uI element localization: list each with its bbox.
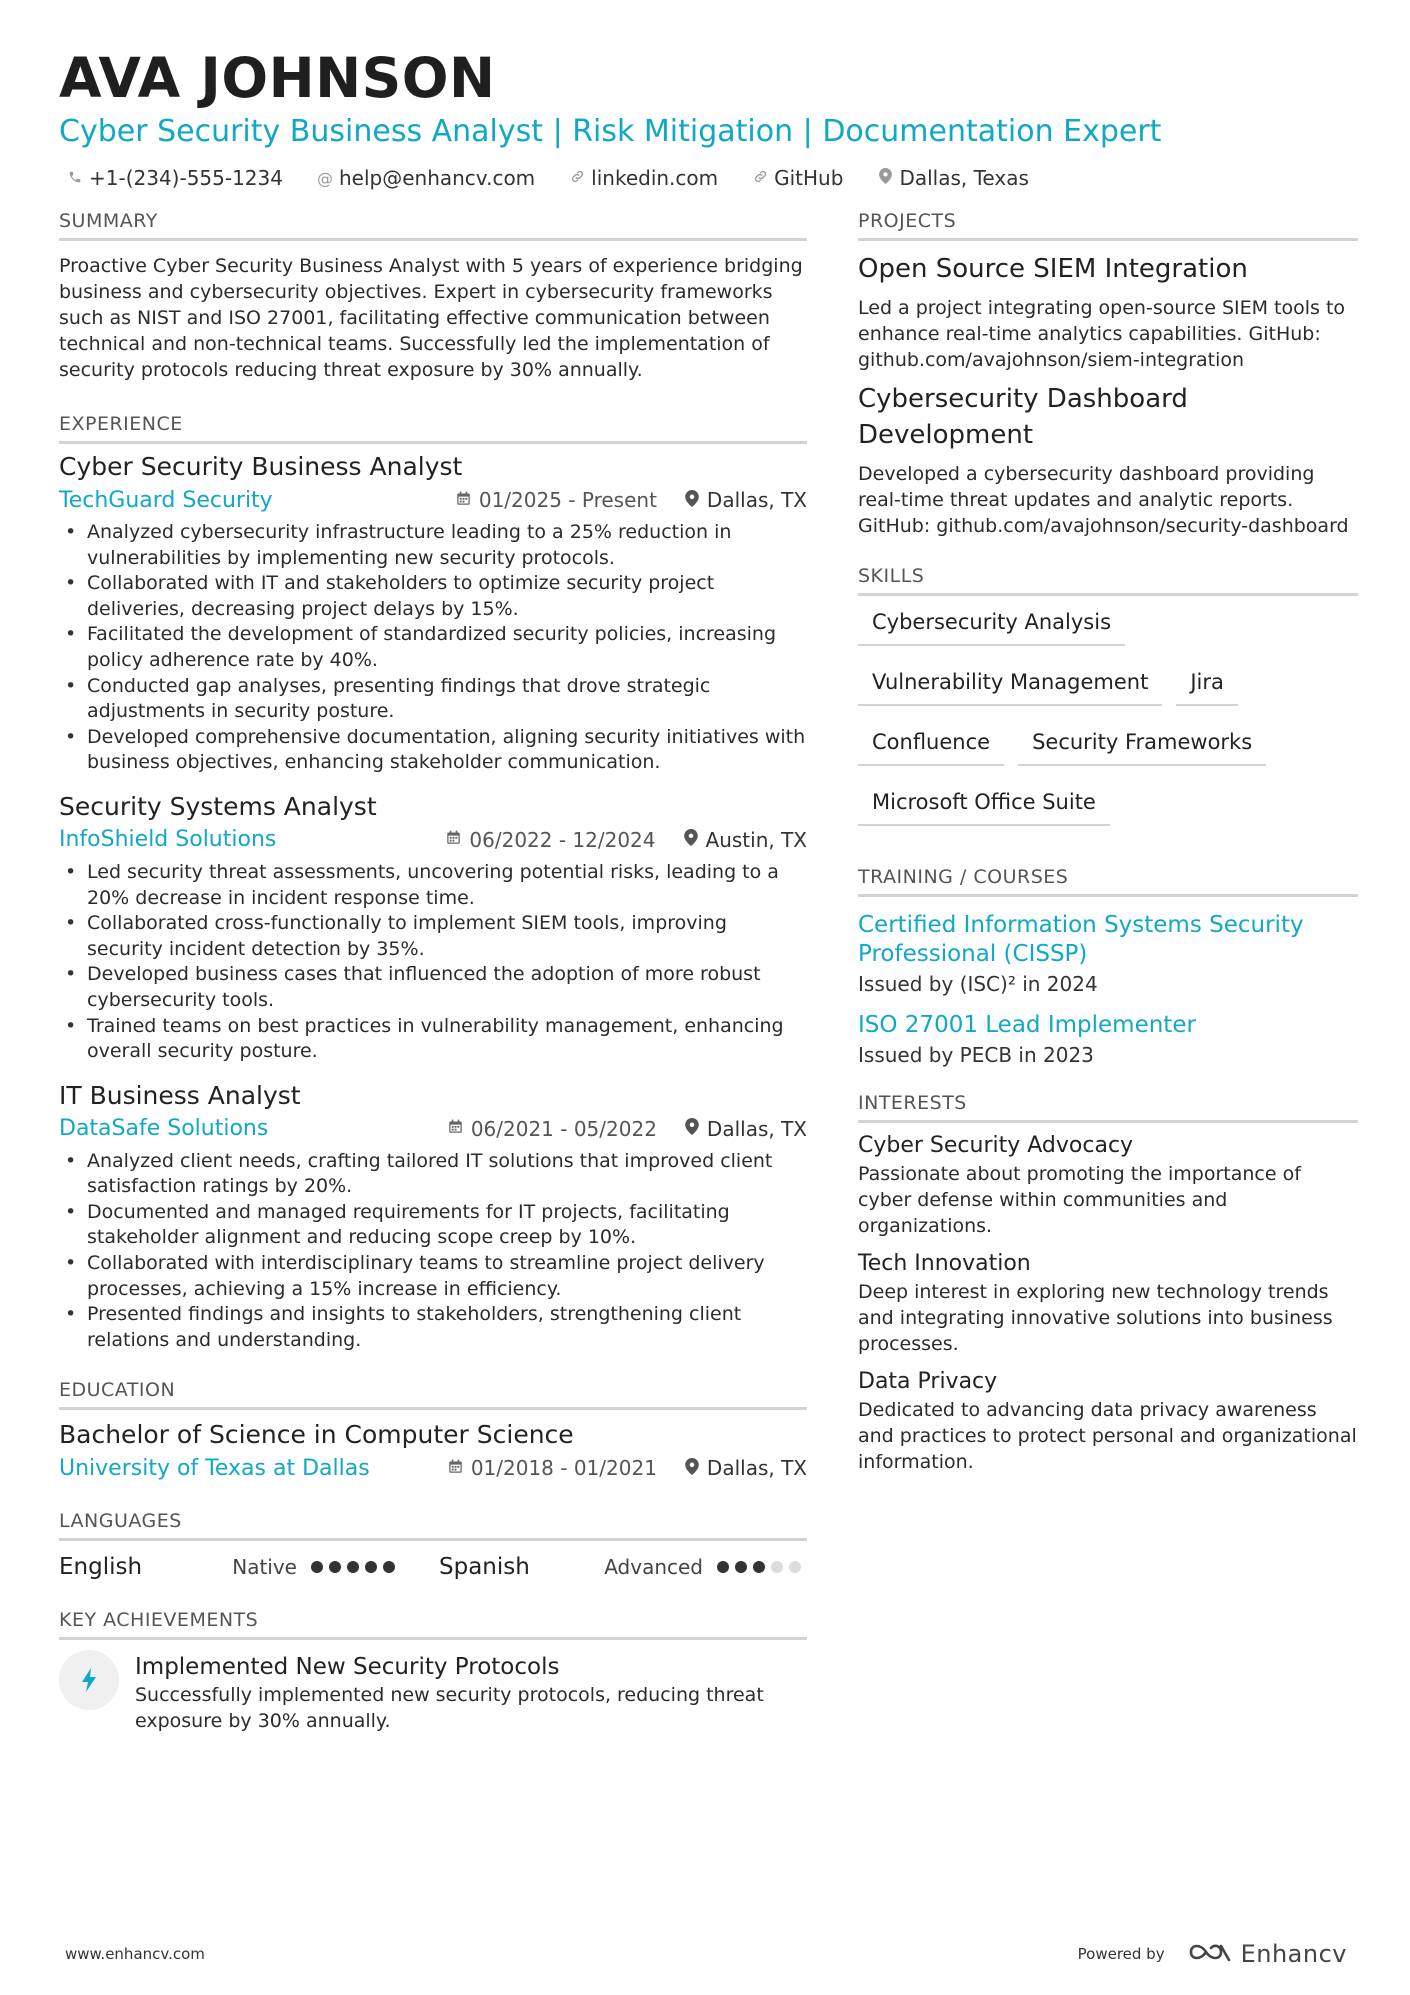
- rating-dot-empty: [771, 1561, 783, 1573]
- project-text: Developed a cybersecurity dashboard providing real-time threat updates and analytic reports. GitHub: github.com/avajohnson/security-dashboard: [858, 463, 1349, 537]
- education-location: [685, 1456, 807, 1480]
- project-title: Open Source SIEM Integration: [858, 254, 1248, 284]
- languages-heading: LANGUAGES: [59, 1510, 807, 1541]
- powered-by-label: Powered by: [1077, 1945, 1165, 1963]
- projects-heading: PROJECTS: [858, 210, 1358, 241]
- rating-dot-filled: [753, 1561, 765, 1573]
- school-name: University of Texas at Dallas: [59, 1455, 370, 1481]
- job-bullets: [59, 520, 807, 776]
- experience-heading: EXPERIENCE: [59, 413, 807, 444]
- education-dates: 01/2018 - 01/2021: [470, 1456, 657, 1481]
- company-name: TechGuard Security: [59, 487, 273, 513]
- training-section: [858, 866, 1358, 1070]
- contact-bar: [59, 166, 1359, 190]
- rating-dot-filled: [347, 1561, 359, 1573]
- skill-tag: Security Frameworks: [1018, 724, 1266, 766]
- language-name: English: [59, 1554, 143, 1581]
- job-title: Security Systems Analyst: [59, 791, 377, 821]
- job-date-location: [448, 1117, 807, 1141]
- job-meta: [59, 824, 807, 856]
- course-title: ISO 27001 Lead Implementer: [858, 1012, 1196, 1038]
- company-name: InfoShield Solutions: [59, 827, 277, 853]
- rating-dot-filled: [365, 1561, 377, 1573]
- interest-text: Passionate about promoting the importance of cyber defense within communities and organizations.: [858, 1163, 1301, 1237]
- job-bullet: • Analyzed cybersecurity infrastructure leading to a 25% reduction in vulnerabilities by implementing new security protocols.: [59, 520, 807, 571]
- job-date-location: [446, 828, 807, 852]
- skill-tag: Confluence: [858, 724, 1004, 766]
- resume-header: [59, 44, 1359, 190]
- job-dates: 06/2022 - 12/2024: [469, 827, 656, 852]
- project-text: Led a project integrating open-source SIEM tools to enhance real-time analytics capabilities. GitHub: github.com/avajohnson/siem-integration: [858, 297, 1346, 371]
- location-pin-icon: [684, 829, 698, 850]
- achievement-item: [59, 1650, 807, 1734]
- calendar-icon: [448, 1119, 463, 1138]
- experience-section: [59, 413, 807, 1353]
- interest-item: [858, 1367, 1358, 1475]
- interest-title: Tech Innovation: [858, 1251, 1031, 1276]
- job-location: [685, 1117, 807, 1141]
- language-rating: [311, 1561, 401, 1573]
- language-item: [59, 1554, 433, 1580]
- interest-title: Data Privacy: [858, 1369, 998, 1394]
- skill-tag: Jira: [1176, 664, 1238, 706]
- course-item: [858, 911, 1358, 999]
- brand-name: Enhancv: [1240, 1940, 1347, 1968]
- skills-heading: SKILLS: [858, 565, 1358, 596]
- candidate-headline: Cyber Security Business Analyst | Risk Mitigation | Documentation Expert: [59, 114, 1162, 149]
- rating-dot-filled: [735, 1561, 747, 1573]
- job-title: Cyber Security Business Analyst: [59, 452, 463, 481]
- job-bullet: • Analyzed client needs, crafting tailored IT solutions that improved client satisfaction ratings by 20%.: [59, 1149, 807, 1200]
- job-entry: [59, 450, 807, 776]
- skill-tag: Vulnerability Management: [858, 664, 1162, 706]
- page-footer: [65, 1940, 1347, 1968]
- language-name: Spanish: [439, 1554, 530, 1581]
- contact-email-text: help@enhancv.com: [338, 166, 536, 190]
- job-bullet: • Trained teams on best practices in vulnerability management, enhancing overall security posture.: [59, 1014, 807, 1065]
- contact-phone[interactable]: [67, 166, 283, 190]
- contact-location: [877, 166, 1028, 190]
- job-bullets: [59, 860, 807, 1065]
- project-item: [858, 251, 1358, 373]
- project-title: Cybersecurity Dashboard Development: [858, 384, 1188, 450]
- job-date-location: [456, 488, 807, 512]
- link-icon: [752, 169, 768, 188]
- job-meta: [59, 484, 807, 516]
- contact-github[interactable]: [752, 166, 843, 190]
- at-icon: @: [316, 168, 333, 188]
- job-bullet: • Collaborated with interdisciplinary teams to streamline project delivery processes, achieving a 15% increase in efficiency.: [59, 1251, 807, 1302]
- interest-title: Cyber Security Advocacy: [858, 1133, 1134, 1158]
- job-bullet: • Collaborated with IT and stakeholders to optimize security project deliveries, decreasing project delays by 15%.: [59, 571, 807, 622]
- course-issuer: Issued by (ISC)² in 2024: [858, 972, 1098, 996]
- projects-section: [858, 210, 1358, 539]
- interests-section: [858, 1092, 1358, 1475]
- rating-dot-filled: [329, 1561, 341, 1573]
- degree-title: Bachelor of Science in Computer Science: [59, 1420, 574, 1450]
- summary-text: Proactive Cyber Security Business Analyst with 5 years of experience bridging business and cybersecurity objectives. Expert in cybersecurity frameworks such as NIST and ISO 27001, facilitating effective communication between technical and non-technical teams. Successfully led the implementation of security protocols reducing threat exposure by 30% annually.: [59, 255, 803, 381]
- skills-section: [858, 565, 1358, 844]
- course-title: Certified Information Systems Security Professional (CISSP): [858, 912, 1304, 967]
- left-column: [59, 210, 807, 1734]
- language-level: Native: [232, 1555, 297, 1580]
- link-icon: [569, 169, 585, 188]
- job-bullet: • Presented findings and insights to stakeholders, strengthening client relations and understanding.: [59, 1302, 807, 1353]
- education-heading: EDUCATION: [59, 1379, 807, 1410]
- calendar-icon: [456, 491, 471, 510]
- job-bullet: • Conducted gap analyses, presenting findings that drove strategic adjustments in security posture.: [59, 674, 807, 725]
- interest-item: [858, 1131, 1358, 1239]
- job-location-text: Dallas, TX: [706, 1116, 807, 1141]
- job-bullets: [59, 1149, 807, 1354]
- contact-linkedin[interactable]: [569, 166, 718, 190]
- phone-icon: [67, 169, 83, 188]
- location-pin-icon: [877, 168, 893, 188]
- candidate-name: AVA JOHNSON: [59, 46, 496, 110]
- language-item: [433, 1554, 807, 1580]
- education-meta: [59, 1452, 807, 1484]
- job-entry: [59, 790, 807, 1065]
- summary-heading: SUMMARY: [59, 210, 807, 241]
- contact-linkedin-text: linkedin.com: [591, 166, 719, 190]
- job-bullet: • Developed comprehensive documentation, aligning security initiatives with business objectives, enhancing stakeholder communication.: [59, 725, 807, 776]
- education-location-text: Dallas, TX: [706, 1456, 807, 1481]
- course-item: [858, 1011, 1358, 1070]
- company-name: DataSafe Solutions: [59, 1116, 269, 1142]
- location-pin-icon: [685, 490, 699, 511]
- rating-dot-filled: [717, 1561, 729, 1573]
- education-section: [59, 1379, 807, 1484]
- calendar-icon: [448, 1459, 463, 1478]
- achievement-title: Implemented New Security Protocols: [135, 1654, 560, 1681]
- training-heading: TRAINING / COURSES: [858, 866, 1358, 897]
- contact-location-text: Dallas, Texas: [899, 166, 1029, 190]
- job-title: IT Business Analyst: [59, 1080, 301, 1110]
- interest-text: Dedicated to advancing data privacy awareness and practices to protect personal and organizational information.: [858, 1399, 1357, 1473]
- job-entry: [59, 1079, 807, 1354]
- skill-tag: Microsoft Office Suite: [858, 784, 1110, 826]
- languages-section: [59, 1510, 807, 1587]
- location-pin-icon: [685, 1118, 699, 1139]
- job-dates: 06/2021 - 05/2022: [470, 1116, 657, 1141]
- job-location-text: Austin, TX: [705, 827, 807, 852]
- job-dates: 01/2025 - Present: [478, 488, 657, 512]
- course-issuer: Issued by PECB in 2023: [858, 1043, 1094, 1067]
- achievement-body: [135, 1650, 807, 1734]
- achievement-text: Successfully implemented new security protocols, reducing threat exposure by 30% annually.: [135, 1684, 764, 1733]
- contact-email[interactable]: [317, 166, 535, 190]
- rating-dot-filled: [383, 1561, 395, 1573]
- language-level: Advanced: [604, 1555, 703, 1580]
- language-rating: [717, 1561, 807, 1573]
- project-item: [858, 381, 1358, 539]
- education-date-location: [448, 1456, 807, 1480]
- job-location: [685, 488, 807, 512]
- summary-section: [59, 210, 807, 383]
- location-pin-icon: [685, 1458, 699, 1479]
- job-meta: [59, 1113, 807, 1145]
- enhancv-logo-icon: [1187, 1940, 1233, 1968]
- languages-row: [59, 1547, 807, 1587]
- job-bullet: • Facilitated the development of standardized security policies, increasing policy adherence rate by 40%.: [59, 622, 807, 673]
- lightning-icon: [59, 1650, 119, 1710]
- job-bullet: • Led security threat assessments, uncovering potential risks, leading to a 20% decrease in incident response time.: [59, 860, 807, 911]
- job-location-text: Dallas, TX: [706, 488, 807, 512]
- job-location: [684, 828, 807, 852]
- rating-dot-filled: [311, 1561, 323, 1573]
- footer-website-link[interactable]: www.enhancv.com: [65, 1945, 205, 1963]
- interests-heading: INTERESTS: [858, 1092, 1358, 1123]
- footer-branding: [1078, 1940, 1347, 1968]
- job-bullet: • Developed business cases that influenced the adoption of more robust cybersecurity tools.: [59, 962, 807, 1013]
- rating-dot-empty: [789, 1561, 801, 1573]
- skill-tag: Cybersecurity Analysis: [858, 604, 1125, 646]
- skills-list: [858, 604, 1358, 844]
- interest-text: Deep interest in exploring new technology trends and integrating innovative solutions into business processes.: [858, 1281, 1333, 1355]
- contact-phone-text: +1-(234)-555-1234: [89, 166, 283, 190]
- achievements-heading: KEY ACHIEVEMENTS: [59, 1609, 807, 1640]
- calendar-icon: [446, 830, 461, 849]
- right-column: [858, 210, 1358, 1475]
- contact-github-text: GitHub: [774, 166, 844, 190]
- achievements-section: [59, 1609, 807, 1734]
- interest-item: [858, 1249, 1358, 1357]
- job-bullet: • Documented and managed requirements for IT projects, facilitating stakeholder alignment and reducing scope creep by 10%.: [59, 1200, 807, 1251]
- job-bullet: • Collaborated cross-functionally to implement SIEM tools, improving security incident detection by 35%.: [59, 911, 807, 962]
